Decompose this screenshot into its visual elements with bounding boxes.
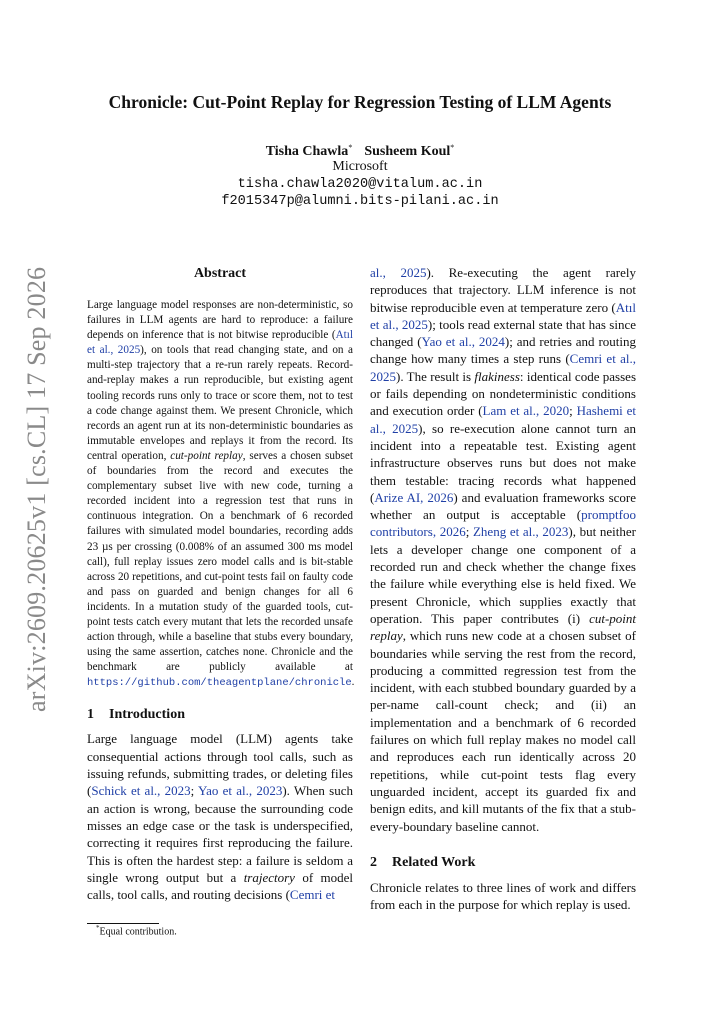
affiliation: Microsoft [332,159,388,174]
citation-link[interactable]: Cemri et [289,887,336,903]
author-email[interactable]: f2015347p@alumni.bits-pilani.ac.in [221,194,499,209]
author-name: Tisha Chawla [265,144,349,159]
citation-link[interactable]: Hashemi et al., 2025 [370,403,636,436]
introduction-paragraph-continued: al., 2025). Re-executing the agent rarely reproduces that trajectory. LLM inference is not bitwise reproducible even at temperature zero (Atıl et al., 2025); tools read external state that has since changed (Yao et al., 2024); and retries and routing change how many times a step runs (Cemri et al., 2025). The result is flakiness: identical code passes or fails depending on nondeterministic conditions and execution order (Lam et al., 2020; Hashemi et al., 2025), so re-execution alone cannot turn an incident into a repeatable test. Existing agent infrastructure observes runs but does not make them testable: tracing records what happened (Arize AI, 2026) and evaluation frameworks score whether an output is acceptable (promptfoo contributors, 2026; Zheng et al., 2023), but neither lets a developer change one component of a recorded run and check whether the change fixes the failure while everything else is held fixed. We present Chronicle, which supplies exactly that operation. This paper contributes (i) cut-point replay, which runs new code at a chosen subset of boundaries while serving the rest from the record, producing a committed regression test from the incident, with each stubbed boundary guarded by a per-name call-count check; and (ii) an implementation and a benchmark of 6 recorded failures on which full replay makes no model call and reproduces each run identically across 20 repetitions, while cut-point tests flag every unguarded incident, accept its guarded fix and benign edits, and kill mutants of the fix that a stub-every-boundary baseline cannot. [370,265,637,834]
related-work-paragraph: Chronicle relates to three lines of work and differs from each in the purpose for which replay is used. [370,879,636,913]
footnote-text: Equal contribution. [99,926,177,938]
citation-link[interactable]: Schick et al., 2023 [91,783,191,799]
citation-link[interactable]: Zheng et al., 2023 [472,524,569,540]
citation-link[interactable]: Cemri et al., 2025 [370,351,636,384]
citation-link[interactable]: Atıl et al., 2025 [370,299,636,332]
author-email[interactable]: tisha.chawla2020@vitalum.ac.in [237,177,483,192]
citation-link[interactable]: Yao et al., 2023 [198,783,283,799]
citation-link[interactable]: Yao et al., 2024 [421,334,505,350]
author-list [0,143,720,160]
author-mark: * [348,143,353,152]
section-heading-related-work: 2 Related Work [370,854,476,870]
arxiv-identifier [22,266,62,712]
abstract-heading: Abstract [193,266,247,281]
citation-link[interactable]: Lam et al., 2020 [482,403,570,419]
citation-link[interactable]: al., 2025 [370,265,427,280]
arxiv-identifier-text: arXiv:2609.20625v1 [cs.CL] 17 Sep 2026 [22,266,51,712]
repository-link[interactable]: https://github.com/theagentplane/chronicle [87,677,352,690]
footnote [96,924,177,937]
introduction-paragraph: Large language model (LLM) agents take consequential actions through tool calls, such as issuing refunds, submitting trades, or deleting files (Schick et al., 2023; Yao et al., 2023). When such an action is wrong, because the surrounding code misses an edge case or the task is underspecified, correcting it requires first reproducing the failure. This is often the hardest step: a failure is seldom a single wrong output but a trajectory of model calls, tool calls, and routing decisions (Cemri et [87,731,353,903]
right-column [370,264,636,913]
author-mark: * [450,143,455,152]
citation-link[interactable]: Atıl et al., 2025 [87,329,353,357]
paper-title: Chronicle: Cut-Point Replay for Regression Testing of LLM Agents [108,92,612,112]
citation-link[interactable]: promptfoo contributors, 2026 [370,507,636,540]
abstract-text: Large language model responses are non-deterministic, so failures in LLM agents are hard to reproduce: a failure depends on inference that is not bitwise reproducible (Atıl et al., 2025), on tools that read changing state, and on a multi-step trajectory that a re-run rarely repeats. Record-and-replay makes a run reproducible, but existing agent tooling records runs only to trace or score them, not to test a code change against them. We present Chronicle, which records an agent run at its non-deterministic boundaries as immutable envelopes and replays it from the record. Its central operation, cut-point replay, serves a chosen subset of boundaries from the record and executes the complementary subset live with new code, turning a recorded incident into a regression test that runs in continuous integration. On a benchmark of 6 recorded failures with simulated model boundaries, recording adds 23 µs per crossing (0.008% of an assumed 300 ms model call), full replay issues zero model calls and is bit-stable across 20 repetitions, and cut-point tests fail on faulty code and pass on guarded and benign changes for all 6 incidents. In a mutation study of the guarded tools, cut-point tests catch every mutant that lets the recorded unsafe action through, while a baseline that stubs every boundary, using the same assertion, catches none. Chronicle and the benchmark are publicly available at https://github.com/theagentplane/chronicle. [87,299,355,690]
footnote-mark: * [96,924,100,932]
citation-link[interactable]: Arize AI, 2026 [374,489,454,505]
section-heading-introduction: 1 Introduction [87,707,185,723]
author-name: Susheem Koul [364,144,451,159]
left-column [87,265,353,903]
